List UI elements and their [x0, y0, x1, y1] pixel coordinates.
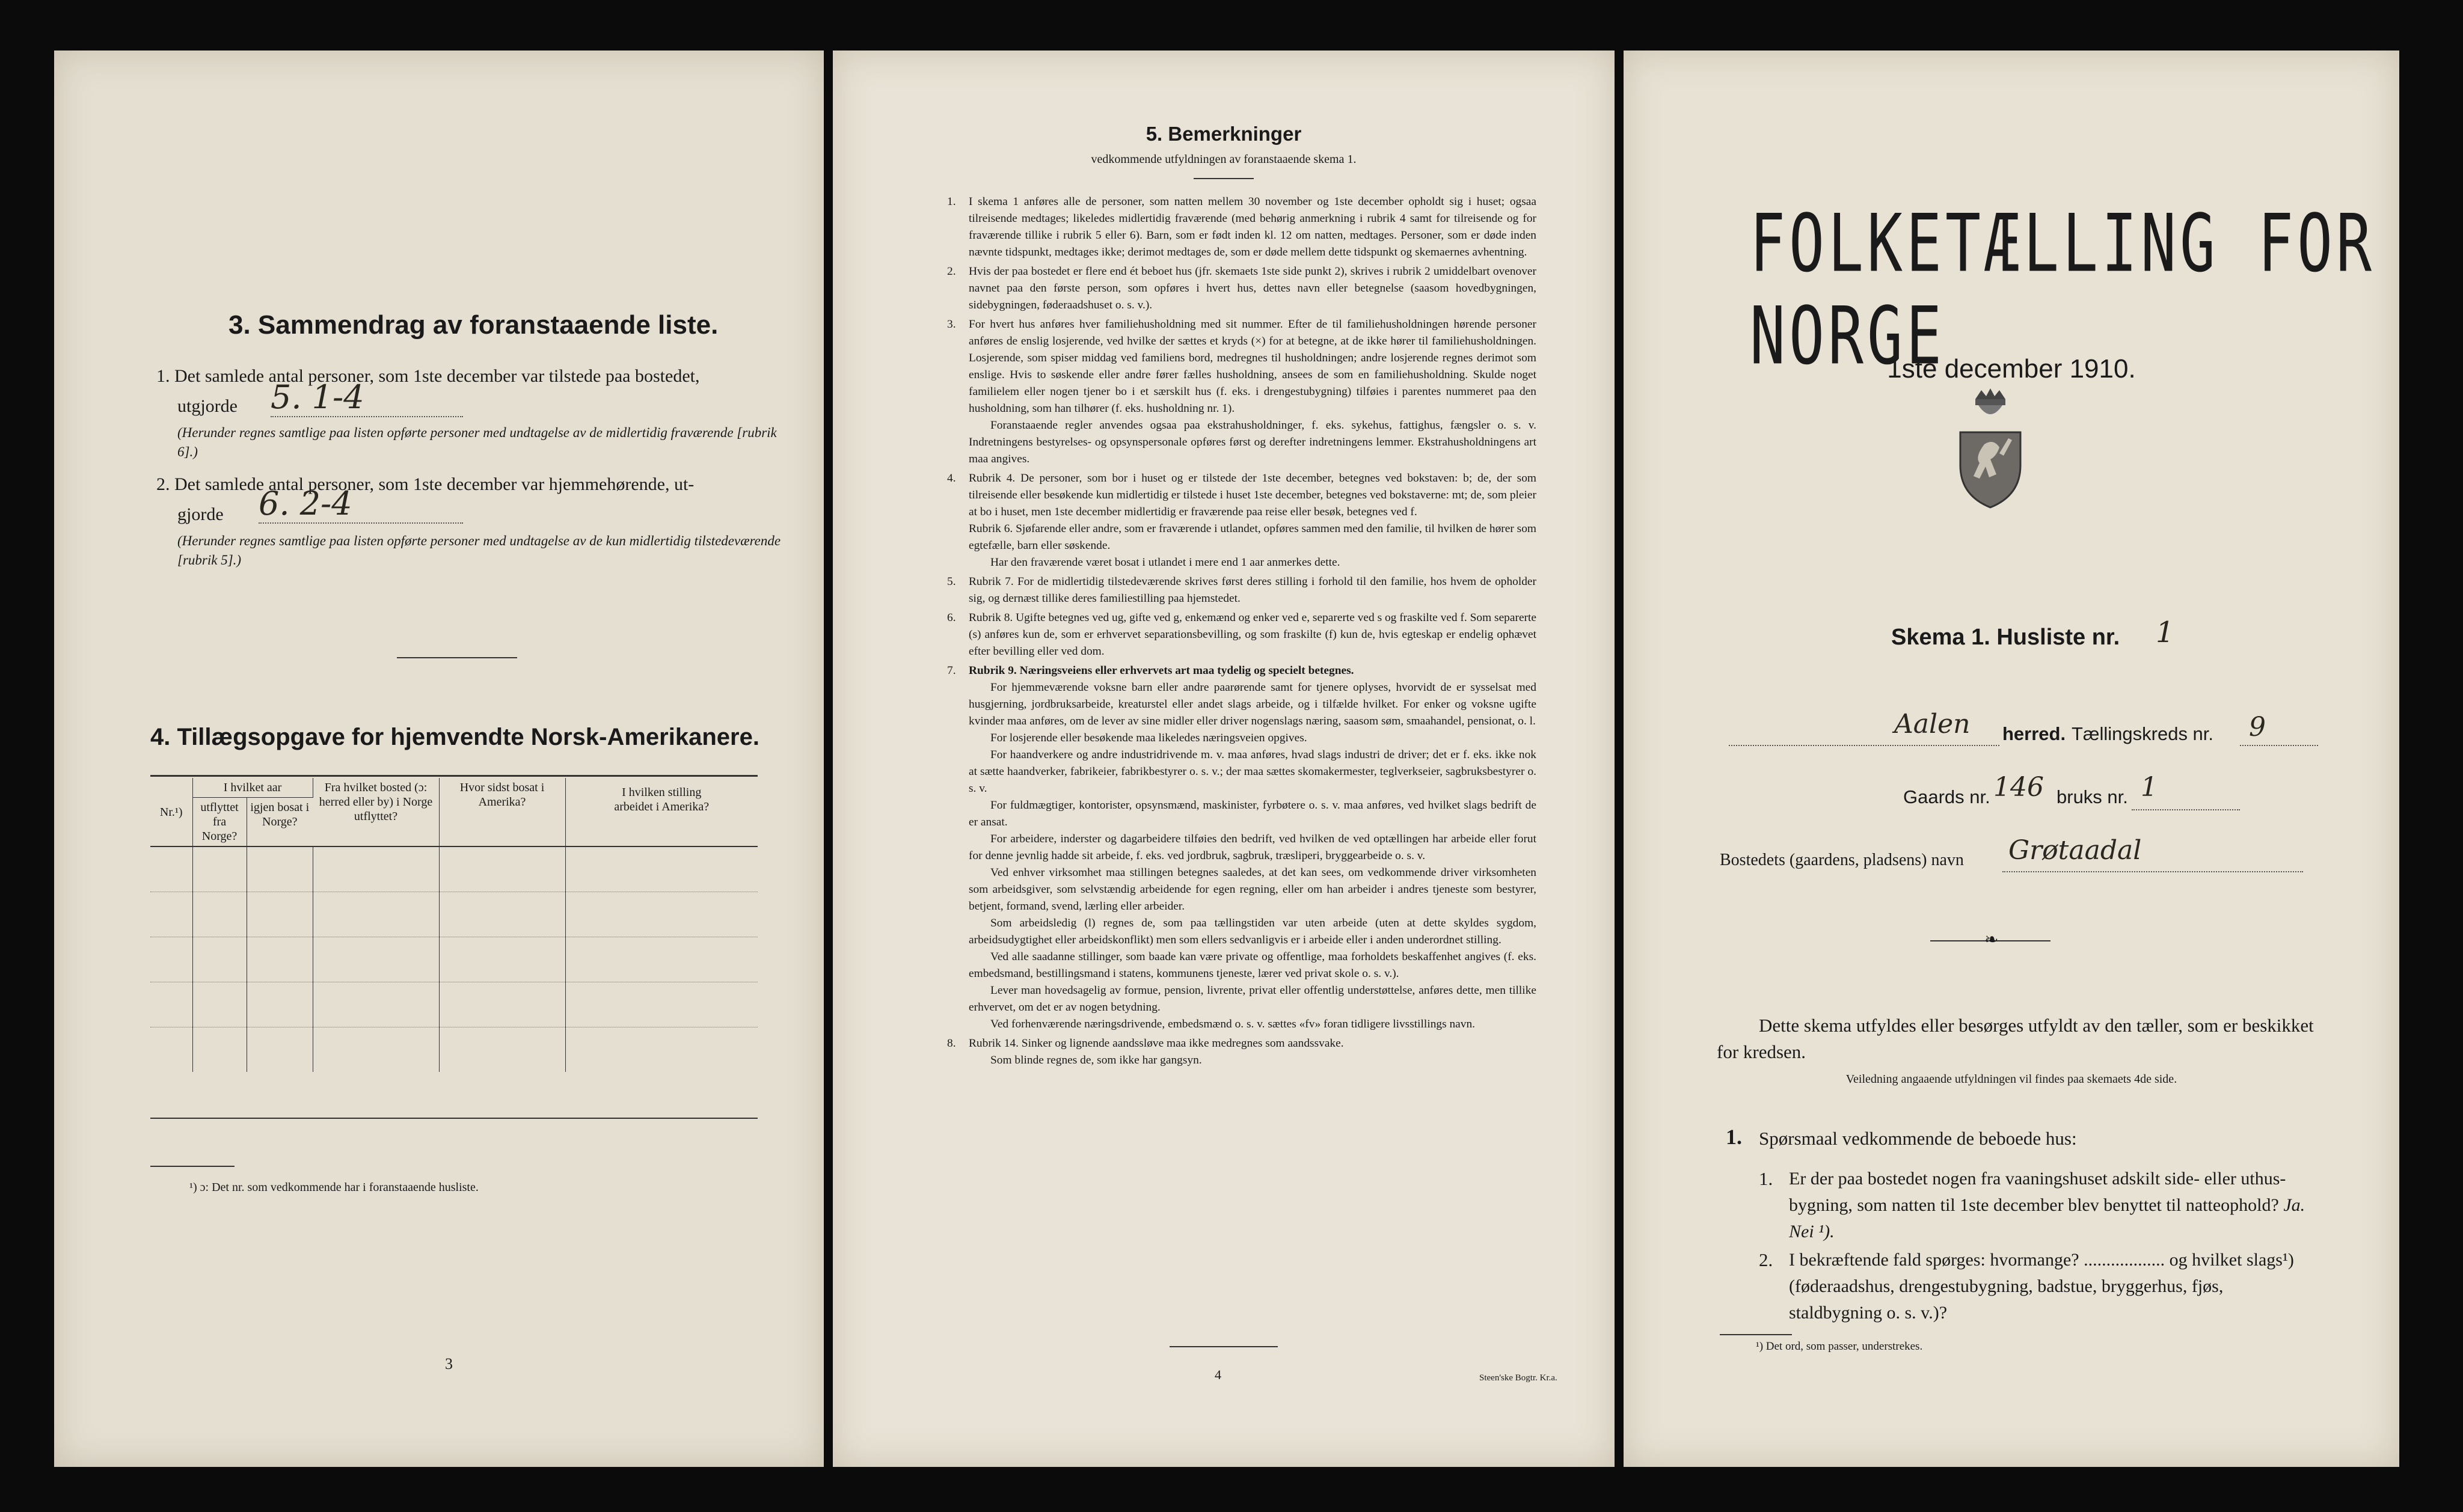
table-row [150, 1027, 758, 1073]
item2-note: (Herunder regnes samtlige paa listen opførte personer med undtagelse av de kun midlertidig tilstedeværende [rubrik 5].) [177, 533, 781, 568]
item1-note: (Herunder regnes samtlige paa listen opførte personer med undtagelse av de midlertidig fraværende [rubrik 6].) [177, 425, 777, 459]
gaards-label: Gaards nr. [1903, 786, 1990, 807]
item2-prefix: gjorde [177, 504, 224, 524]
subtitle-rule [1194, 178, 1254, 179]
item2-value: 6. 2-4 [259, 485, 463, 524]
bruks-value: 1 [2141, 772, 2158, 803]
footnote-rule [1720, 1334, 1792, 1335]
item1-prefix: utgjorde [177, 396, 238, 416]
table-row [150, 982, 758, 1027]
section3-title: 3. Sammendrag av foranstaaende liste. [229, 310, 719, 340]
table-row [150, 937, 758, 982]
item1-value: 5. 1-4 [271, 378, 463, 417]
col-nr: Nr.¹) [150, 778, 192, 846]
bosted-line [2002, 871, 2303, 872]
left-page [54, 51, 824, 1467]
kreds-line [2240, 745, 2318, 746]
q1-text: Er der paa bostedet nogen fra vaaningshuset adskilt side- eller uthus-bygning, som natten til 1ste december blev benyttet til natteophold? Ja. Nei ¹). [1789, 1169, 2305, 1241]
veiledning-text: Veiledning angaaende utfyldningen vil findes paa skemaets 4de side. [1845, 1073, 2177, 1086]
section4-title: 4. Tillægsopgave for hjemvendte Norsk-Amerikanere. [150, 724, 759, 750]
col-bosted: Fra hvilket bosted (ɔ: herred eller by) i Norge utflyttet? [313, 778, 439, 846]
table-footnote: ¹) ɔ: Det nr. som vedkommende har i foranstaaende husliste. [189, 1181, 479, 1194]
table-row [150, 846, 758, 892]
item2-text: 2. Det samlede antal personer, som 1ste december var hjemmehørende, ut- [156, 474, 695, 494]
right-page [1624, 51, 2399, 1467]
skema-label: Skema 1. Husliste nr. [1891, 625, 2120, 650]
herred-line [1729, 745, 1999, 746]
col-amerika: Hvor sidst bosat i Amerika? [439, 778, 565, 846]
remark-2: 2. Hvis der paa bostedet er flere end ét beboet hus (jfr. skemaets 1ste side punkt 2), skrives i rubrik 2 umiddelbart ovenover navnet paa den første person, som opføres i hvert hus, dettes navn eller betegnelse (saasom hovedbygningen, sidebygningen, føderaadshuset o. s. v.). [947, 265, 1536, 311]
col-utflyttet: utflyttet fra Norge? [192, 798, 247, 847]
bosted-label: Bostedets (gaardens, pladsens) navn [1720, 851, 1964, 869]
bruks-label: bruks nr. [2057, 786, 2128, 807]
col-stilling: I hvilken stilling arbeidet i Amerika? [614, 786, 710, 813]
col-group-aar: I hvilket aar [192, 778, 313, 798]
remark-8: 8. Rubrik 14. Sinker og lignende aandssløve maa ikke medregnes som aandssvake. Som blinde regnes de, som ikke har gangsyn. [947, 1037, 1344, 1067]
remarks-subtitle: vedkommende utfyldningen av foranstaaende skema 1. [1091, 153, 1357, 166]
bruks-line [2132, 809, 2240, 810]
table-bottom-rule [150, 1118, 758, 1119]
kreds-label: Tællingskreds nr. [2072, 723, 2214, 744]
q2-number: 2. [1759, 1249, 1773, 1270]
bosted-value: Grøtaadal [2008, 835, 2142, 866]
remarks-list [947, 194, 1536, 1069]
remark-3: 3. For hvert hus anføres hver familiehusholdning med sit nummer. Efter de til familiehusholdningen hørende personer anføres de enslig losjerende, ved hvilke der sættes et kryds (×) for at betegne, at de ikke hører til familiehusholdningen. Losjerende, som spiser middag ved familiens bord, medregnes til husholdningen; andre losjerende regnes derimot som enslige. Hvis to søskende eller andre fører fælles husholdning, ansees de som en familiehusholdning. Skulde noget familielem eller nogen tjener bo i et særskilt hus (f. eks. i drengestubygning) tilføies i parentes nummeret paa den husholdning, som han tilhører (f. eks. husholdning nr. 1). Foranstaaende regler anvendes ogsaa paa ekstrahusholdninger, f. eks. sykehus, fattighus, fængsler o. s. v. Indretningens bestyrelses- og opsynspersonale opføres først og derefter indretningens lemmer. Ekstrahusholdningens art maa angives. [947, 318, 1536, 465]
remark-7: 7. Rubrik 9. Næringsveiens eller erhvervets art maa tydelig og specielt betegnes. For hjemmeværende voksne barn eller andre paarørende samt for tjenere oplyses, hvorvidt de er sysselsat med husgjerning, jordbruksarbeide, kreaturstel eller andet slags arbeide, og i tilfælde hvilket. For enker og voksne ugifte kvinder maa anføres, om de lever av sine midler eller driver nogenslags næring, saasom søm, smaahandel, pensionat, o. l. For losjerende eller besøkende maa likeledes næringsveien opgives. For haandverkere og andre industridrivende m. v. maa anføres, hvad slags industri de driver; det er f. eks. ikke nok at sætte haandverker, fabrikeier, fabrikbestyrer o. s. v.; der maa sættes skomakermester, teglverkseier, sagbruksbestyrer o. s. v. For fuldmægtiger, kontorister, opsynsmænd, maskinister, fyrbøtere o. s. v. maa anføres, ved hvilket slags bedrift de er ansat. For arbeidere, inderster og dagarbeidere tilføies den bedrift, ved hvilken de ved optællingen har arbeide eller forut for denne jevnlig hadde sit arbeide, f. eks. ved jordbruk, sagbruk, træsliperi, bryggearbeide o. s. v. Ved enhver virksomhet maa stillingen betegnes saaledes, at det kan sees, om vedkommende driver virksomheten som arbeidsgiver, som selvstændig arbeidende for egen regning, eller om han arbeider i andres tjeneste som bestyrer, betjent, formand, svend, lærling eller arbeider. Som arbeidsledig (l) regnes de, som paa tællingstiden var uten arbeide (uten at dette skyldes sygdom, arbeidsudygtighet eller arbeidskonflikt) men som ellers sedvanligvis er i arbeide eller i anden underordnet stilling. Ved alle saadanne stillinger, som baade kan være private og offentlige, maa forholdets beskaffenhet angives (f. eks. embedsmand, bestillingsmand i statens, kommunens tjeneste, lærer ved privat skole o. s. v.). Lever man hovedsagelig av formue, pension, livrente, privat eller offentlig understøttelse, anføres dette, men tillike erhvervet, om det er av nogen betydning. Ved forhenværende næringsdrivende, embedsmænd o. s. v. sættes «fv» foran tidligere livsstillings navn. [947, 664, 1536, 1030]
item1-text: 1. Det samlede antal personer, som 1ste december var tilstede paa bostedet, [156, 366, 700, 386]
remark-4: 4. Rubrik 4. De personer, som bor i huset og er tilstede der 1ste december, betegnes ved bokstaven: b; de, der som tilreisende eller besøkende kun midlertidig er tilstede i huset 1ste december, betegnes ved bokstaverne: mt; de, som pleier at bo i huset, men 1ste december midlertidig er fraværende paa reise eller besøk, betegnes ved f. Rubrik 6. Sjøfarende eller andre, som er fraværende i utlandet, opføres sammen med den familie, til hvilken de hører som egtefælle, barn eller søskende. Har den fraværende været bosat i utlandet i mere end 1 aar anmerkes dette. [947, 472, 1536, 569]
husliste-nr: 1 [2156, 616, 2174, 649]
q-heading: Spørsmaal vedkommende de beboede hus: [1759, 1128, 2077, 1149]
page-number: 3 [445, 1355, 453, 1373]
col-bosat: igjen bosat i Norge? [250, 801, 310, 828]
gaards-value: 146 [1993, 772, 2044, 803]
main-title: FOLKETÆLLING FOR NORGE [1750, 198, 2376, 383]
ornament-icon: ❧ [1984, 931, 1999, 949]
footnote-rule [150, 1166, 235, 1167]
census-date: 1ste december 1910. [1887, 354, 2136, 384]
remarks-title: 5. Bemerkninger [1146, 123, 1302, 145]
page-number: 4 [1215, 1367, 1221, 1382]
instruction-text: Dette skema utfyldes eller besørges utfyldt av den tæller, som er beskikket for kredsen. [1717, 1015, 2314, 1062]
bottom-rule [1170, 1346, 1278, 1347]
q2-text: I bekræftende fald spørges: hvormange? .................. og hvilket slags¹) (føderaadshus, drengestubygning, badstue, bryggerhus, fjøs, staldbygning o. s. v.)? [1789, 1250, 2294, 1323]
divider [397, 657, 517, 658]
printer-mark: Steen'ske Bogtr. Kr.a. [1479, 1373, 1557, 1383]
remark-6: 6. Rubrik 8. Ugifte betegnes ved ug, gifte ved g, enkemænd og enker ved e, separerte ved s og fraskilte ved f. Som separerte (s) anføres kun de, som er erhvervet separationsbevilling, og som fraskilte (f) kun de, hvis egteskap er endelig ophævet efter bevilling eller ved dom. [947, 611, 1536, 658]
remark-5: 5. Rubrik 7. For de midlertidig tilstedeværende skrives først deres stilling i forhold til den familie, hos hvem de opholder sig, og dernæst tillike deres familiestilling paa hjemstedet. [947, 575, 1536, 605]
kreds-value: 9 [2249, 712, 2266, 742]
middle-page [833, 51, 1615, 1467]
coat-of-arms-icon [1951, 387, 2029, 510]
q1-number: 1. [1759, 1168, 1773, 1189]
footnote: ¹) Det ord, som passer, understrekes. [1756, 1340, 1923, 1353]
q-heading-number: 1. [1726, 1125, 1742, 1149]
q1-answer: Ja. Nei ¹). [1789, 1195, 2305, 1241]
tilleg-table [150, 778, 758, 1072]
table-top-rule [150, 775, 758, 777]
remark-1: 1. I skema 1 anføres alle de personer, som natten mellem 30 november og 1ste december opholdt sig i huset; ogsaa tilreisende medtages; likeledes midlertidig fraværende (med behørig anmerkning i rubrik 4 samt for tilreisende og for fraværende tillike i rubrik 5 eller 6). Barn, som er født inden kl. 12 om natten, medtages. Personer, som er døde inden nævnte tidspunkt, medtages ikke; derimot medtages de, som er døde mellem dette tidspunkt og skemaernes avhentning. [947, 195, 1536, 259]
table-row [150, 892, 758, 937]
herred-label: herred. [2002, 723, 2066, 744]
herred-value: Aalen [1894, 709, 1971, 739]
